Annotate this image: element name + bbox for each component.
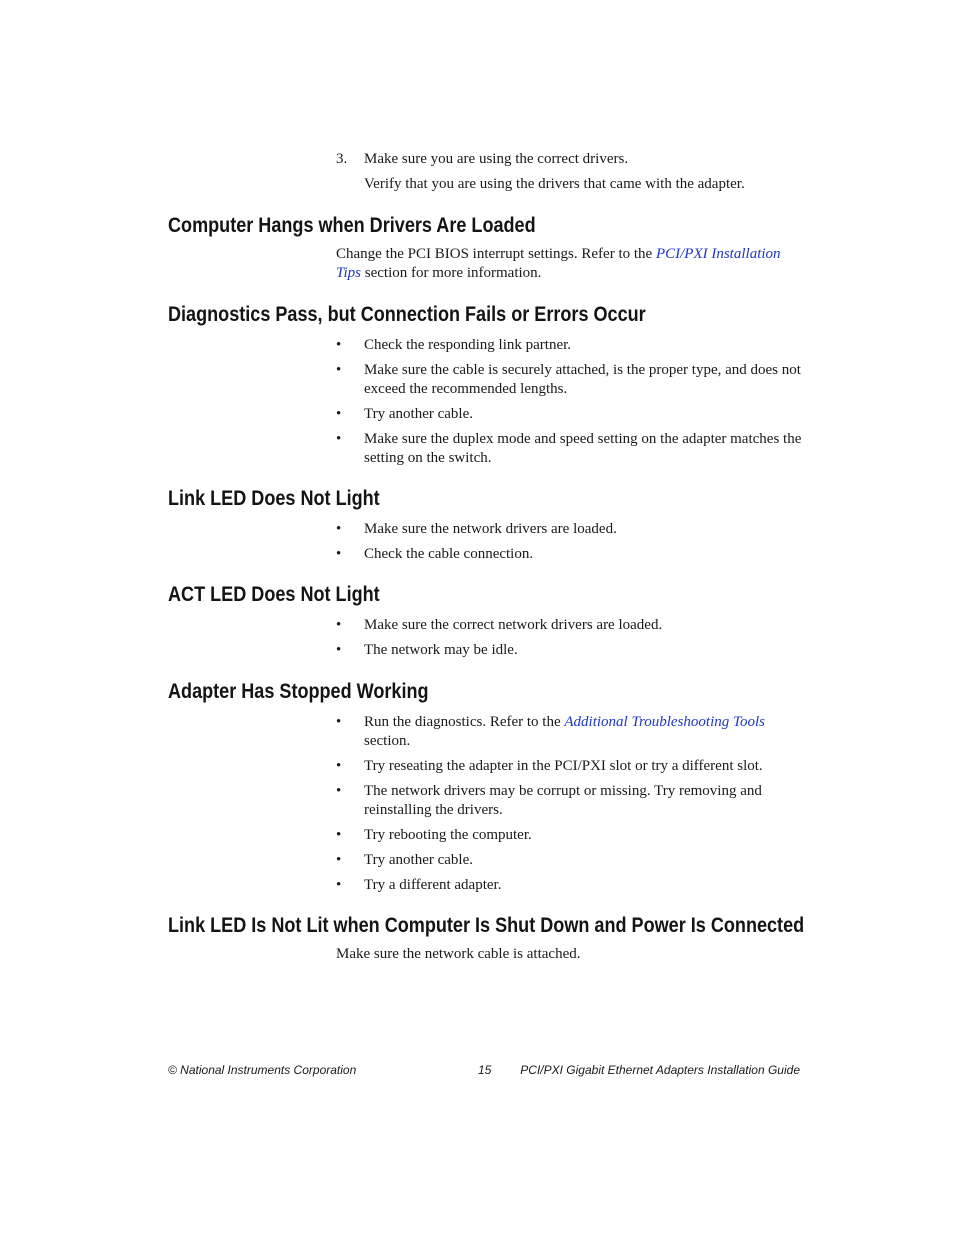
heading-link-led-not-lit: Link LED Is Not Lit when Computer Is Shut Down and Power Is Connected bbox=[168, 914, 805, 937]
bullet-icon: • bbox=[336, 783, 342, 799]
bullet-icon: • bbox=[336, 362, 342, 378]
list-item-text: Make sure the network drivers are loaded. bbox=[364, 521, 617, 537]
list-item bbox=[336, 757, 806, 776]
list-item-text: Try reseating the adapter in the PCI/PXI slot or try a different slot. bbox=[364, 758, 763, 774]
bullet-list-link-led bbox=[336, 520, 806, 564]
step-number: 3. bbox=[336, 151, 348, 167]
list-item-text: Try another cable. bbox=[364, 852, 473, 868]
list-item bbox=[336, 616, 806, 635]
list-item-text: The network drivers may be corrupt or missing. Try removing and reinstalling the drivers. bbox=[364, 783, 762, 818]
list-item-text: Make sure the duplex mode and speed setting on the adapter matches the setting on the switch. bbox=[364, 431, 802, 466]
heading-adapter-stopped-working: Adapter Has Stopped Working bbox=[168, 680, 429, 703]
list-item-text: Make sure the cable is securely attached, is the proper type, and does not exceed the recommended lengths. bbox=[364, 362, 801, 397]
bullet-icon: • bbox=[336, 546, 342, 562]
heading-computer-hangs: Computer Hangs when Drivers Are Loaded bbox=[168, 214, 536, 237]
section-paragraph bbox=[336, 245, 806, 283]
bullet-icon: • bbox=[336, 406, 342, 422]
list-item bbox=[336, 545, 806, 564]
step-detail: Verify that you are using the drivers that came with the adapter. bbox=[364, 176, 745, 192]
paragraph-text: section for more information. bbox=[361, 265, 542, 281]
bullet-icon: • bbox=[336, 714, 342, 730]
list-item-text: Check the cable connection. bbox=[364, 546, 534, 562]
numbered-step bbox=[336, 150, 806, 194]
step-item bbox=[336, 150, 806, 169]
list-item bbox=[336, 876, 806, 895]
step-text: Make sure you are using the correct drivers. bbox=[364, 151, 629, 167]
bullet-list-adapter-stopped bbox=[336, 713, 806, 895]
list-item-text: Make sure the correct network drivers are loaded. bbox=[364, 617, 663, 633]
heading-diagnostics-pass: Diagnostics Pass, but Connection Fails or Errors Occur bbox=[168, 303, 646, 326]
paragraph-text: Change the PCI BIOS interrupt settings. Refer to the bbox=[336, 246, 656, 262]
section-computer-hangs-body bbox=[336, 245, 806, 283]
bullet-icon: • bbox=[336, 642, 342, 658]
list-item bbox=[336, 782, 806, 820]
list-item bbox=[336, 713, 806, 751]
footer-document-title: PCI/PXI Gigabit Ethernet Adapters Installation Guide bbox=[520, 1063, 800, 1077]
list-item bbox=[336, 826, 806, 845]
list-item-text: Check the responding link partner. bbox=[364, 337, 572, 353]
list-item bbox=[336, 430, 806, 468]
section-link-led-not-lit-body bbox=[336, 945, 806, 964]
link-pci-pxi-installation-tips[interactable]: PCI/PXI Installation Tips bbox=[336, 246, 781, 281]
bullet-icon: • bbox=[336, 758, 342, 774]
section-paragraph: Make sure the network cable is attached. bbox=[336, 946, 581, 962]
page-footer bbox=[168, 1062, 800, 1078]
list-item-text: section. bbox=[364, 733, 411, 749]
footer-page-number: 15 bbox=[478, 1063, 492, 1077]
bullet-icon: • bbox=[336, 877, 342, 893]
list-item bbox=[336, 405, 806, 424]
bullet-icon: • bbox=[336, 521, 342, 537]
bullet-icon: • bbox=[336, 617, 342, 633]
bullet-icon: • bbox=[336, 337, 342, 353]
list-item bbox=[336, 851, 806, 870]
list-item bbox=[336, 520, 806, 539]
list-item bbox=[336, 641, 806, 660]
bullet-list-diagnostics bbox=[336, 336, 806, 468]
footer-copyright: © National Instruments Corporation bbox=[168, 1063, 357, 1077]
bullet-icon: • bbox=[336, 431, 342, 447]
list-item bbox=[336, 336, 806, 355]
list-item bbox=[336, 361, 806, 399]
list-item-text: The network may be idle. bbox=[364, 642, 518, 658]
list-item-text: Try a different adapter. bbox=[364, 877, 502, 893]
link-additional-troubleshooting-tools[interactable]: Additional Troubleshooting Tools bbox=[564, 714, 765, 730]
bullet-icon: • bbox=[336, 827, 342, 843]
list-item-text: Try another cable. bbox=[364, 406, 473, 422]
bullet-list-act-led bbox=[336, 616, 806, 660]
list-item-text: Run the diagnostics. Refer to the bbox=[364, 714, 565, 730]
bullet-icon: • bbox=[336, 852, 342, 868]
heading-link-led-does-not-light: Link LED Does Not Light bbox=[168, 487, 380, 510]
heading-act-led-does-not-light: ACT LED Does Not Light bbox=[168, 583, 380, 606]
list-item-text: Try rebooting the computer. bbox=[364, 827, 532, 843]
